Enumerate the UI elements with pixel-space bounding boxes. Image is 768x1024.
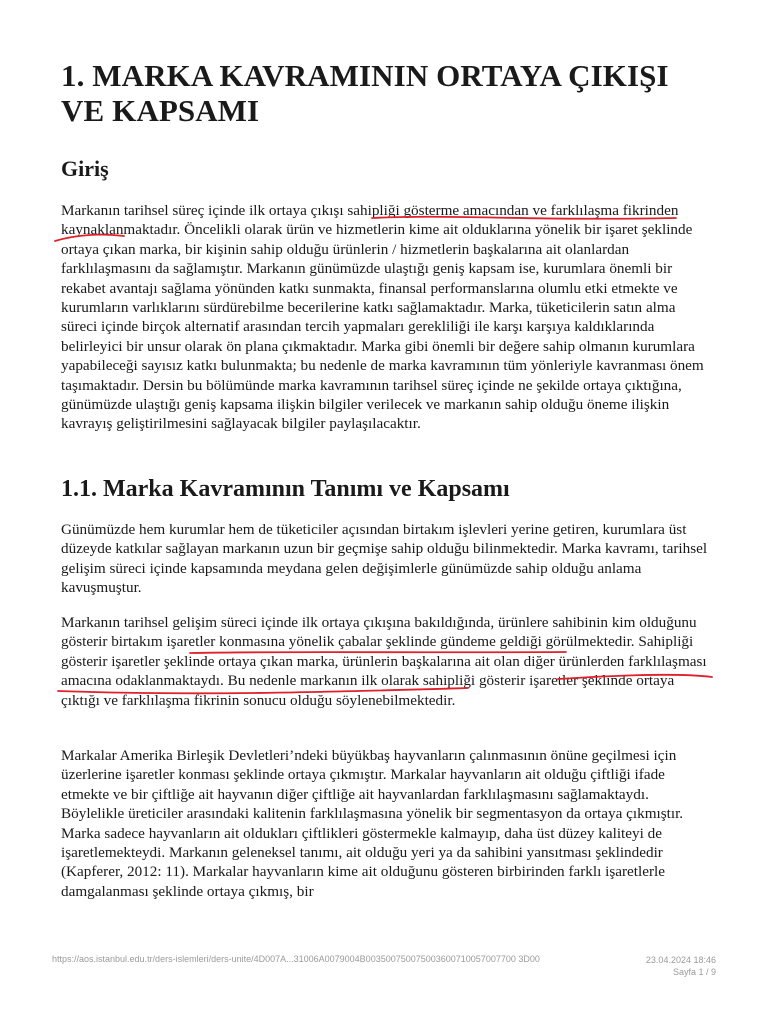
body-paragraph-1: Günümüzde hem kurumlar hem de tüketiciler açısından birtakım işlevleri yerine getiren, kurumlara üst düzeyde katkılar sağlayan markanın uzun bir geçmişe sahip olduğu bilinmektedir. Marka kavramı, tarihsel gelişim süreci içinde kapsamında meydana gelen değişimlerle günümüzde sahip olduğu anlama kavuşmuştur. [61,521,708,597]
footer-page-number: Sayfa 1 / 9 [672,967,716,977]
document-content [61,58,713,900]
page-title: 1. MARKA KAVRAMININ ORTAYA ÇIKIŞI VE KAPSAMI [61,58,669,128]
footer-url: https://aos.istanbul.edu.tr/ders-islemleri/ders-unite/4D007A...31006A0079004B003500750075003600710057007700 3D00 [52,954,540,964]
section-heading: 1.1. Marka Kavramının Tanımı ve Kapsamı [61,476,510,502]
body-paragraph-2: Markanın tarihsel gelişim süreci içinde ilk ortaya çıkışına bakıldığında, ürünlere sahibinin kim olduğunu gösterir birtakım işaretler konmasına yönelik çabalar şeklinde gündeme geldiği görülmektedir. Sahipliği gösterir işaretler şeklinde ortaya çıkan marka, ürünlerin başkalarına ait olan diğer ürünlerden farklılaşması amacına odaklanmaktaydı. Bu nedenle markanın ilk olarak sahipliği gösterir işaretler şeklinde ortaya çıktığı ve farklılaşma fikrinin sonucu olduğu söylenebilmektedir. [61,614,707,709]
intro-heading: Giriş [61,156,109,181]
body-paragraph-3: Markalar Amerika Birleşik Devletleri’ndeki büyükbaş hayvanların çalınmasının önüne geçilmesi için üzerlerine işaretler konması şeklinde ortaya çıkmıştır. Markalar hayvanların ait olduğu çiftliği ifade etmekte ve bir çiftliğe ait hayvanın diğer çiftliğe ait hayvanlardan farklılaşmasını sağlamaktaydı. Böylelikle üreticiler arasındaki kalitenin farklılaşmasına yönelik bir segmentasyon da ortaya çıkmıştır. Marka sadece hayvanların ait oldukları çiftlikleri göstermekle kalmayıp, daha üst düzey kaliteyi de işaretlemekteydi. Markanın geleneksel tanımı, ait olduğu yeri ya da sahibini yansıtması şeklindedir (Kapferer, 2012: 11). Markalar hayvanların kime ait olduğunu gösteren birbirinden farklı işaretlerle damgalanması şeklinde ortaya çıkmış, bir [61,747,684,900]
footer-datetime: 23.04.2024 18:46 [645,955,716,965]
intro-paragraph: Markanın tarihsel süreç içinde ilk ortaya çıkışı sahipliği gösterme amacından ve farklılaşma fikrinden kaynaklanmaktadır. Öncelikli olarak ürün ve hizmetlerin kime ait olduklarına yönelik bir işaret şeklinde ortaya çıkan marka, bir kişinin sahip olduğu ürünlerin / hizmetlerin başkalarına ait olanlardan farklılaşmasını da sağlamıştır. Markanın günümüzde ulaştığı geniş kapsam ise, kurumlara önemli bir rekabet avantajı sağlama yönünden katkı sunmakta, finansal performanslarına olumlu etki etmekte ve kurumların varlıklarını sürdürebilme becerilerine katkı sağlamaktadır. Marka, tüketicilerin satın alma süreci içinde birçok alternatif arasından tercih yapmaları gerekliliği ile karşı karşıya kaldıklarında belirleyici bir unsur olarak ön plana çıkmaktadır. Marka gibi önemli bir değere sahip olmanın kurumlara yapabileceği sayısız katkı bulunmakta; bu nedenle de marka kavramının tüm yönleriyle kavranması önem taşımaktadır. Dersin bu bölümünde marka kavramının tarihsel süreç içinde ne şekilde ortaya çıktığına, günümüzde ulaştığı geniş kapsama ilişkin bilgiler verilecek ve markanın sahip olduğu öneme ilişkin kavrayış geliştirilmesini sağlayacak bilgiler paylaşılacaktır. [61,202,704,433]
footer-meta [646,954,716,978]
